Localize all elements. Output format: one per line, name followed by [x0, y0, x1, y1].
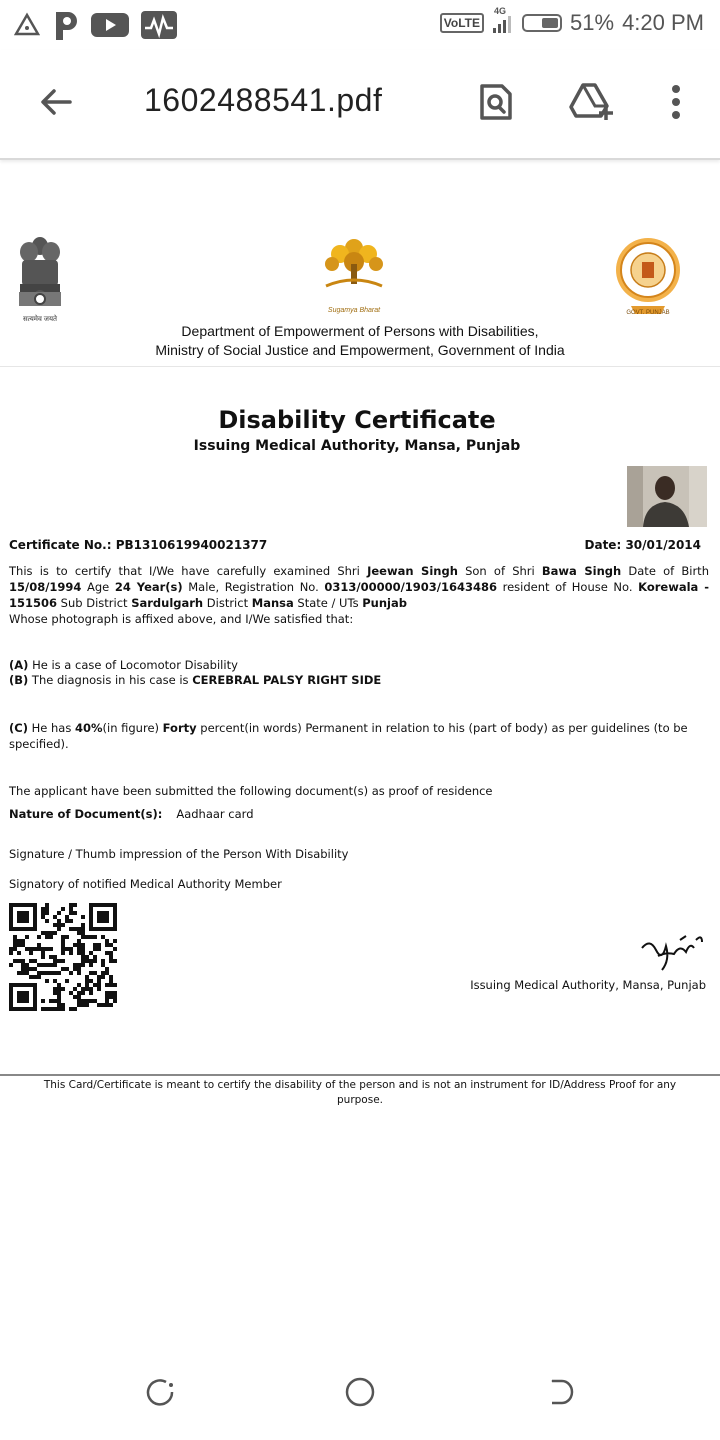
status-bar — [0, 0, 720, 50]
body-text: District — [203, 596, 252, 610]
activity-icon — [140, 10, 178, 40]
point-b-label: (B) — [9, 673, 29, 687]
house-number: Korewala - 151506 — [9, 580, 709, 610]
system-status — [440, 6, 704, 36]
point-b-text: The diagnosis in his case is — [28, 673, 193, 687]
point-c-label: (C) — [9, 721, 28, 735]
father-name: Bawa Singh — [541, 564, 622, 578]
age: 24 Year(s) — [114, 580, 183, 594]
certificate-number — [9, 538, 267, 552]
recents-icon — [144, 1376, 176, 1412]
body-text: Date of Birth — [621, 564, 709, 578]
department-line-1: Department of Empowerment of Persons with Disabilities, — [181, 323, 539, 339]
photo-affixed-line: Whose photograph is affixed above, and I/We satisfied that: — [9, 612, 354, 626]
back-nav-button[interactable] — [540, 1374, 580, 1414]
more-options-button[interactable] — [652, 80, 700, 128]
department-heading — [0, 322, 720, 360]
certificate-subtitle: Issuing Medical Authority, Mansa, Punjab — [193, 438, 521, 454]
add-to-drive-button[interactable] — [568, 80, 616, 128]
signatory-line: Signatory of notified Medical Authority Member — [9, 877, 282, 891]
header-divider — [0, 366, 720, 367]
nature-label: Nature of Document(s): — [9, 807, 163, 821]
punjab-seal-icon — [613, 234, 683, 318]
system-nav-bar — [0, 1350, 720, 1440]
search-document-icon — [478, 82, 514, 126]
notification-icons — [14, 8, 178, 42]
body-text: Male, Registration No. — [182, 580, 325, 594]
youtube-icon — [90, 10, 130, 40]
date-label: Date: — [584, 538, 626, 552]
battery-level — [542, 18, 558, 28]
back-icon — [544, 1376, 576, 1412]
body-text: State / UTs — [293, 596, 363, 610]
district: Mansa — [251, 596, 294, 610]
body-text: Sub District — [57, 596, 132, 610]
tree-logo-icon — [316, 234, 392, 302]
authority-signature — [636, 930, 706, 979]
back-arrow-icon — [36, 82, 76, 126]
signature-mark — [636, 930, 706, 974]
home-button[interactable] — [340, 1374, 380, 1414]
point-c-text: He has — [27, 721, 75, 735]
point-c — [9, 720, 709, 752]
back-button[interactable] — [32, 80, 80, 128]
point-c-text: percent(in words) Permanent in relation to his (part of body) as per guidelines (to be specified). — [9, 721, 688, 751]
registration-number: 0313/00000/1903/1643486 — [324, 580, 498, 594]
footer-disclaimer: This Card/Certificate is meant to certify the disability of the person and is not an instrument for ID/Address Proof for any purpose. — [43, 1079, 677, 1106]
point-c-text: (in figure) — [102, 721, 163, 735]
signature-line: Signature / Thumb impression of the Person With Disability — [9, 847, 349, 861]
recents-button[interactable] — [140, 1374, 180, 1414]
disability-percent: 40% — [74, 721, 103, 735]
sub-district: Sardulgarh — [131, 596, 204, 610]
punjab-govt-seal — [613, 234, 683, 316]
emblem-motto: सत्यमेव जयते — [22, 316, 58, 323]
date-of-birth: 15/08/1994 — [9, 580, 82, 594]
certificate-title: Disability Certificate — [218, 406, 496, 434]
volte-badge: VoLTE — [440, 13, 484, 33]
logo-caption: Sugamya Bharat — [327, 307, 381, 314]
clock: 4:20 PM — [622, 10, 704, 35]
app-bar — [0, 50, 720, 160]
body-text: This is to certify that I/We have carefully examined Shri — [9, 564, 368, 578]
state: Punjab — [362, 596, 407, 610]
national-emblem — [14, 234, 66, 324]
person-name: Jeewan Singh — [367, 564, 458, 578]
battery-percent: 51% — [570, 10, 615, 35]
ashoka-emblem-icon — [14, 234, 66, 318]
seal-caption: GOVT. PUNJAB — [626, 310, 670, 316]
certificate-number-value: PB1310619940021377 — [115, 538, 268, 552]
point-b — [9, 672, 709, 688]
certificate-date — [585, 538, 701, 552]
applicant-photo — [627, 466, 707, 527]
body-text: resident of House No. — [497, 580, 639, 594]
proof-statement: The applicant have been submitted the following document(s) as proof of residence — [9, 784, 493, 798]
drive-add-icon — [568, 82, 616, 126]
point-a-label: (A) — [9, 658, 29, 672]
qr-code — [9, 903, 117, 1011]
footer-divider — [0, 1074, 720, 1076]
diagnosis: CEREBRAL PALSY RIGHT SIDE — [192, 673, 382, 687]
battery-icon — [522, 14, 562, 32]
disability-percent-words: Forty — [162, 721, 197, 735]
certification-statement — [9, 563, 709, 627]
pinterest-icon — [50, 8, 80, 42]
nature-value: Aadhaar card — [176, 807, 254, 821]
body-text: Son of Shri — [457, 564, 542, 578]
issuing-authority: Issuing Medical Authority, Mansa, Punjab — [470, 978, 706, 992]
point-a-text: He is a case of Locomotor Disability — [28, 658, 238, 672]
triangle-icon — [14, 12, 40, 38]
document-title: 1602488541.pdf — [144, 82, 383, 118]
network-type: 4G — [494, 6, 507, 16]
certificate-number-label: Certificate No.: — [9, 538, 116, 552]
accessible-india-logo — [316, 234, 392, 314]
find-in-document-button[interactable] — [472, 80, 520, 128]
home-icon — [343, 1375, 377, 1413]
signal-icon — [492, 6, 514, 34]
point-a — [9, 657, 709, 673]
body-text: Age — [81, 580, 115, 594]
date-value: 30/01/2014 — [625, 538, 701, 552]
nature-of-document — [9, 806, 709, 822]
more-vert-icon — [671, 84, 681, 124]
department-line-2: Ministry of Social Justice and Empowerment, Government of India — [155, 342, 565, 358]
pdf-page[interactable] — [0, 200, 720, 1340]
